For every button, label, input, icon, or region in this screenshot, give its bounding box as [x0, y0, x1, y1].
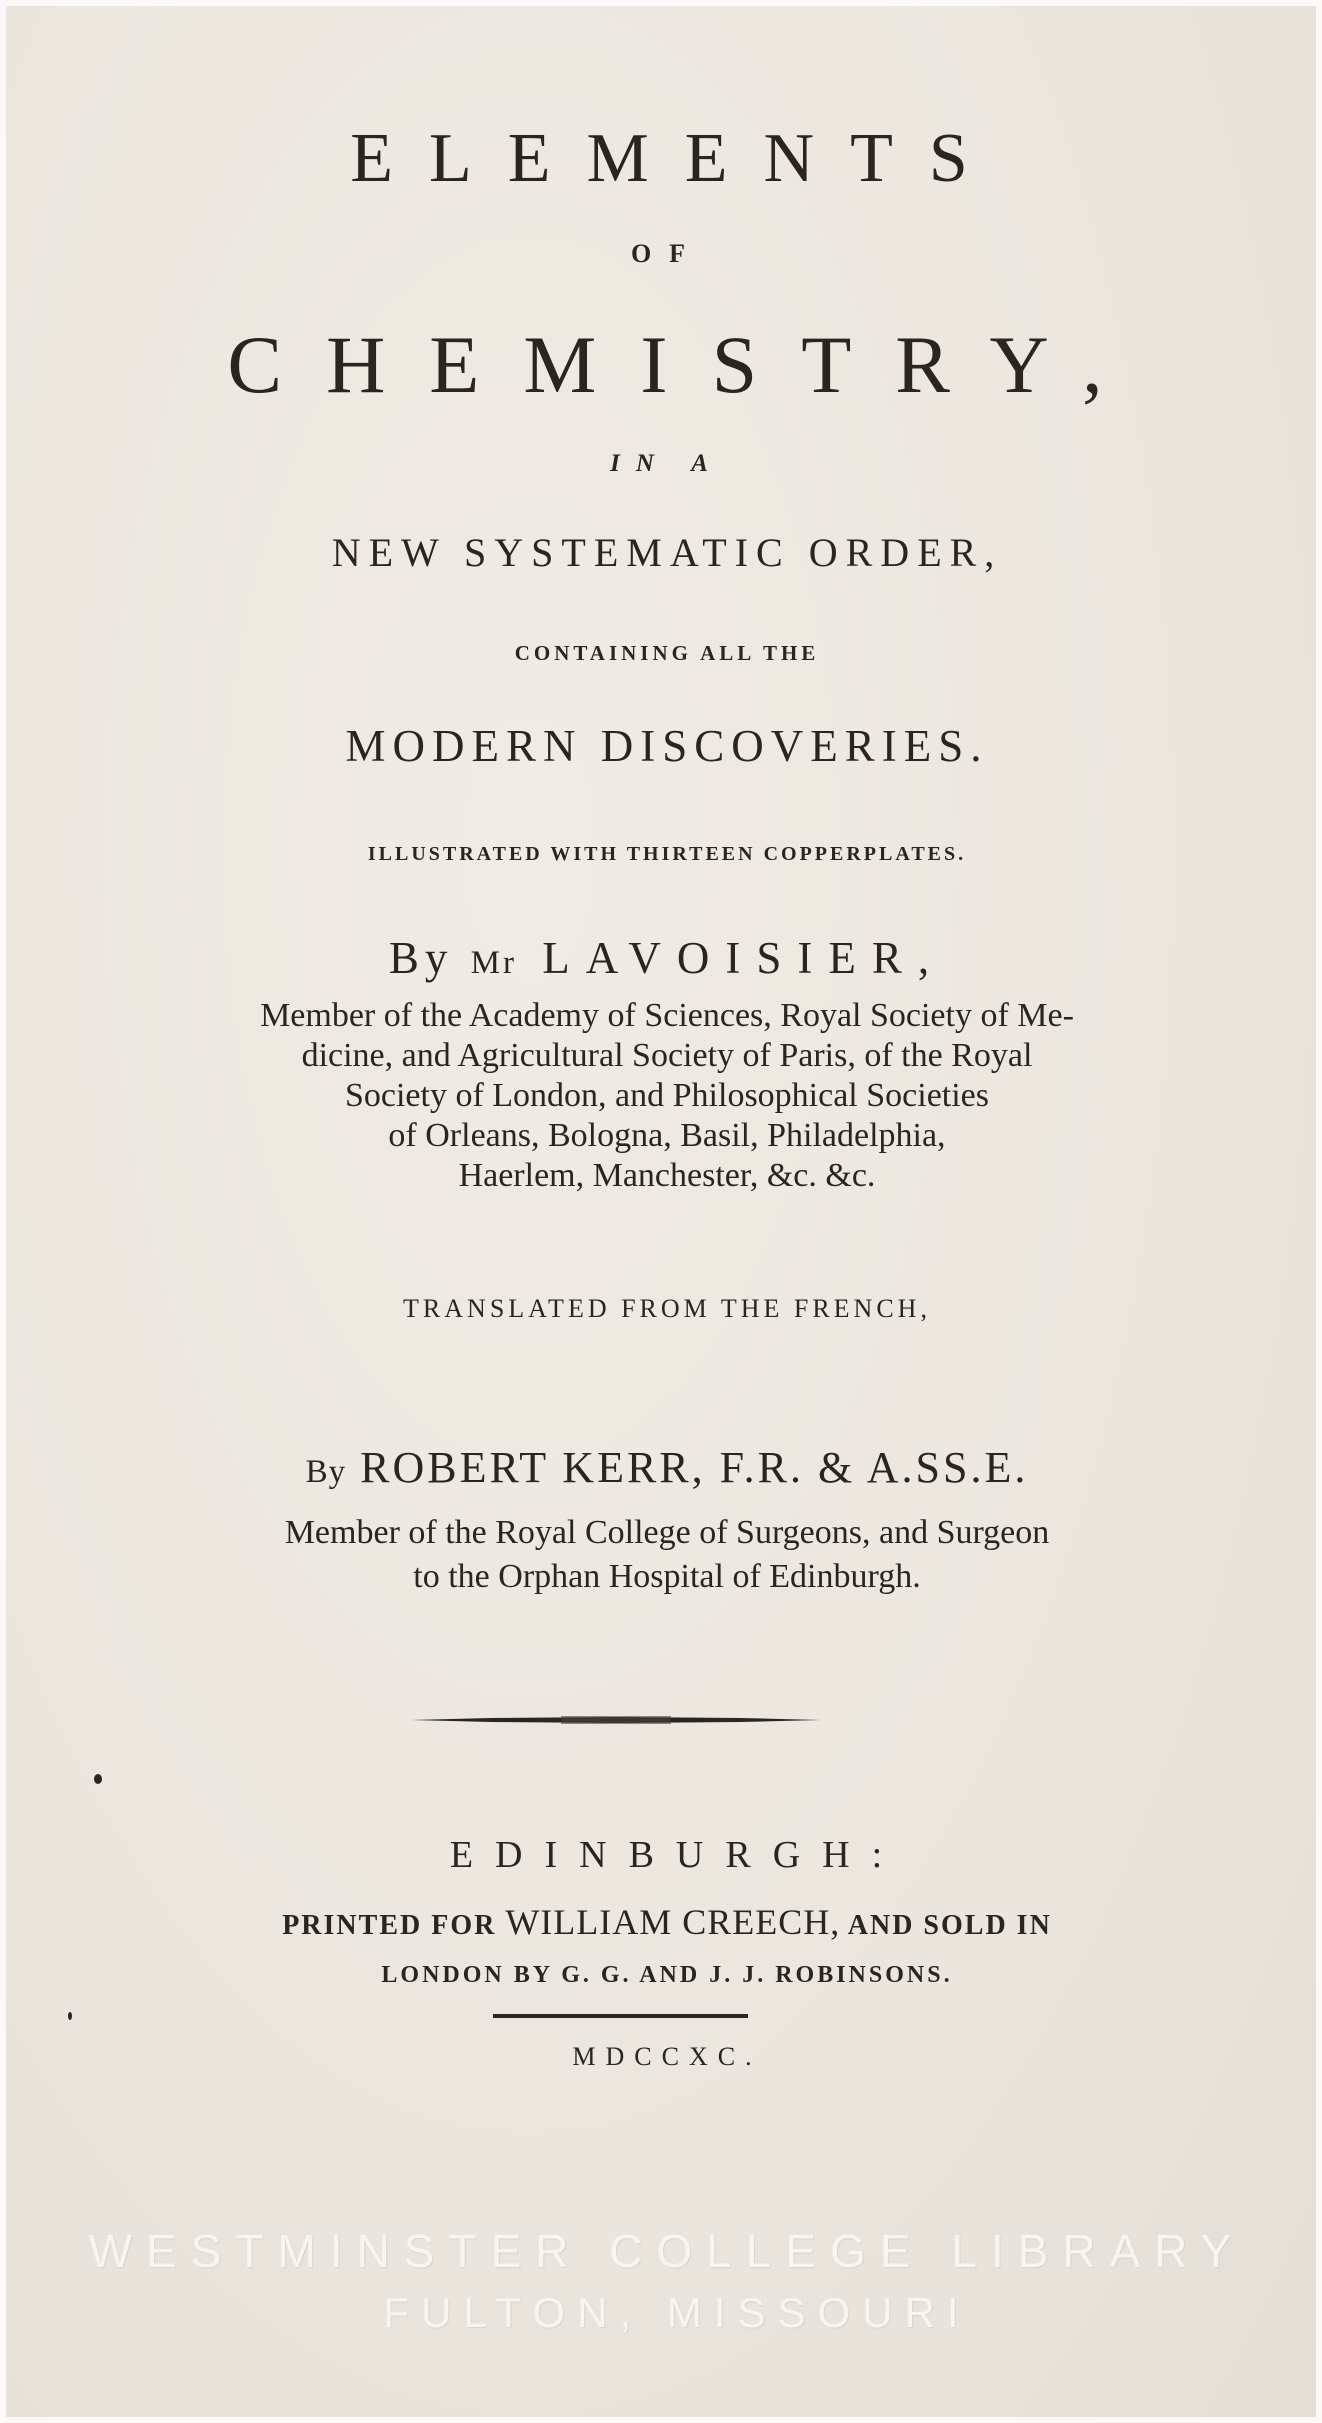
subtitle-in-a: IN A [610, 450, 724, 477]
imprint-printed-prefix: PRINTED FOR [282, 1910, 497, 1941]
subtitle-modern-discoveries: MODERN DISCOVERIES. [345, 721, 989, 771]
translator-line [6, 1443, 1322, 1492]
imprint-printed-suffix: AND SOLD IN [847, 1910, 1052, 1941]
author-line [6, 933, 1322, 983]
translator-by: By [305, 1454, 347, 1490]
author-title: Mr [470, 945, 517, 981]
title-line-of: OF [630, 239, 704, 268]
imprint-city: EDINBURGH: [449, 1834, 905, 1876]
author-name: LAVOISIER, [542, 933, 946, 983]
ink-speck [94, 1774, 102, 1784]
author-affiliation-line: Haerlem, Manchester, &c. &c. [458, 1157, 876, 1194]
translator-affiliation-line: to the Orphan Hospital of Edinburgh. [413, 1558, 921, 1595]
translator-name: ROBERT KERR, F.R. & A.SS.E. [360, 1443, 1029, 1492]
library-stamp-line-1: WESTMINSTER COLLEGE LIBRARY [88, 2225, 1246, 2277]
imprint-rule [493, 2014, 748, 2018]
ornament-divider [411, 1714, 821, 1726]
author-affiliation-line: of Orleans, Bologna, Basil, Philadelphia, [388, 1117, 946, 1154]
translator-affiliation [6, 1511, 1322, 1599]
library-stamp-line-2: FULTON, MISSOURI [383, 2289, 971, 2336]
imprint-printer: WILLIAM CREECH, [505, 1902, 841, 1942]
illustrated-note: ILLUSTRATED WITH THIRTEEN COPPERPLATES. [367, 843, 967, 865]
translator-affiliation-line: Member of the Royal College of Surgeons, and Surgeon [284, 1514, 1050, 1551]
author-affiliation-line: Society of London, and Philosophical Societies [344, 1077, 990, 1114]
title-line-chemistry: CHEMISTRY, [227, 319, 1147, 410]
author-by: By [388, 933, 454, 983]
translated-note: TRANSLATED FROM THE FRENCH, [403, 1294, 931, 1323]
author-affiliation [6, 996, 1322, 1196]
imprint-printed-line [6, 1904, 1322, 1940]
subtitle-containing: CONTAINING ALL THE [514, 641, 820, 665]
subtitle-new-order: NEW SYSTEMATIC ORDER, [331, 530, 1003, 575]
imprint-date: MDCCXC. [572, 2042, 762, 2071]
title-line-elements: ELEMENTS [350, 120, 1004, 197]
imprint-london: LONDON BY G. G. AND J. J. ROBINSONS. [381, 1962, 953, 1988]
author-affiliation-line: dicine, and Agricultural Society of Paris, of the Royal [301, 1037, 1033, 1074]
ink-speck [68, 2012, 72, 2020]
author-affiliation-line: Member of the Academy of Sciences, Royal Society of Me- [260, 997, 1074, 1034]
